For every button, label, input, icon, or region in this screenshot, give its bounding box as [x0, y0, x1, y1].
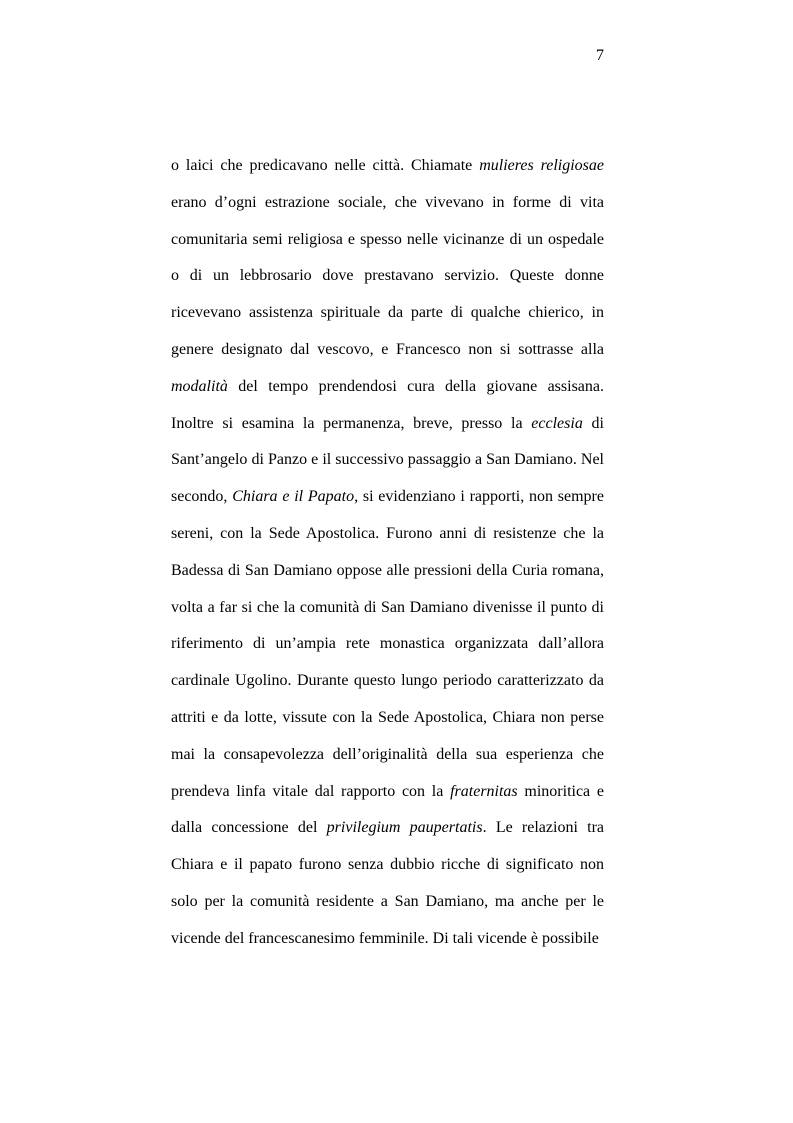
text-run: . Le relazioni tra: [482, 819, 605, 837]
text-run: volta a far si che la comunità di San Damiano divenisse il punto di: [171, 598, 604, 616]
page-number: 7: [596, 47, 604, 64]
text-run: o laici che predicavano nelle città. Chiamate: [171, 157, 480, 174]
text-run: dalla concessione del: [171, 819, 327, 837]
italic-term: privilegium paupertatis: [326, 819, 483, 837]
text-run: comunitaria semi religiosa e spesso nelle vicinanze di un ospedale: [171, 230, 604, 248]
text-line: [171, 516, 604, 553]
italic-term: Chiara e il Papato: [232, 488, 355, 506]
text-run: Inoltre si esamina la permanenza, breve, presso la: [171, 414, 532, 432]
text-line: [171, 222, 604, 259]
text-line: [171, 663, 604, 700]
text-line: [171, 295, 604, 332]
text-run: Badessa di San Damiano oppose alle pressioni della Curia romana,: [171, 561, 604, 579]
text-line: [171, 332, 604, 369]
text-run: attriti e da lotte, vissute con la Sede Apostolica, Chiara non perse: [171, 708, 604, 726]
text-line: [171, 148, 604, 185]
text-run: o di un lebbrosario dove prestavano servizio. Queste donne: [171, 267, 604, 285]
text-line: [171, 553, 604, 590]
text-line: [171, 774, 604, 811]
text-line: [171, 737, 604, 774]
text-line: [171, 810, 604, 847]
text-run: riferimento di un’ampia rete monastica organizzata dall’allora: [171, 635, 604, 653]
text-line: [171, 626, 604, 663]
text-run: sereni, con la Sede Apostolica. Furono anni di resistenze che la: [171, 524, 604, 542]
text-run: del tempo prendendosi cura della giovane assisana.: [227, 377, 604, 395]
text-line: [171, 185, 604, 222]
text-line: [171, 700, 604, 737]
italic-term: mulieres religiosae: [479, 157, 604, 174]
text-line: [171, 884, 604, 921]
text-run: solo per la comunità residente a San Damiano, ma anche per le: [171, 892, 604, 910]
text-line: [171, 406, 604, 443]
text-run: minoritica e: [517, 782, 605, 800]
text-run: Sant’angelo di Panzo e il successivo passaggio a San Damiano. Nel: [171, 451, 604, 469]
text-line: [171, 369, 604, 406]
italic-term: modalità: [171, 377, 228, 395]
text-run: secondo,: [171, 488, 233, 506]
text-run: mai la consapevolezza dell’originalità della sua esperienza che: [171, 745, 604, 763]
italic-term: ecclesia: [531, 414, 583, 432]
text-line: [171, 590, 604, 627]
text-run: di: [582, 414, 604, 432]
text-run: prendeva linfa vitale dal rapporto con la: [171, 782, 451, 800]
text-run: ricevevano assistenza spirituale da parte di qualche chierico, in: [171, 304, 604, 322]
italic-term: fraternitas: [450, 782, 518, 800]
text-run: vicende del francescanesimo femminile. Di tali vicende è possibile: [171, 929, 599, 947]
text-run: Chiara e il papato furono senza dubbio ricche di significato non: [171, 856, 604, 874]
text-line: [171, 847, 604, 884]
text-line: [171, 921, 604, 958]
text-run: genere designato dal vescovo, e Francesco non si sottrasse alla: [171, 340, 604, 358]
text-run: cardinale Ugolino. Durante questo lungo periodo caratterizzato da: [171, 672, 604, 690]
body-paragraph: [171, 148, 604, 958]
text-line: [171, 442, 604, 479]
text-run: erano d’ogni estrazione sociale, che vivevano in forme di vita: [171, 193, 604, 211]
text-run: , si evidenziano i rapporti, non sempre: [354, 488, 604, 506]
text-line: [171, 479, 604, 516]
text-line: [171, 258, 604, 295]
